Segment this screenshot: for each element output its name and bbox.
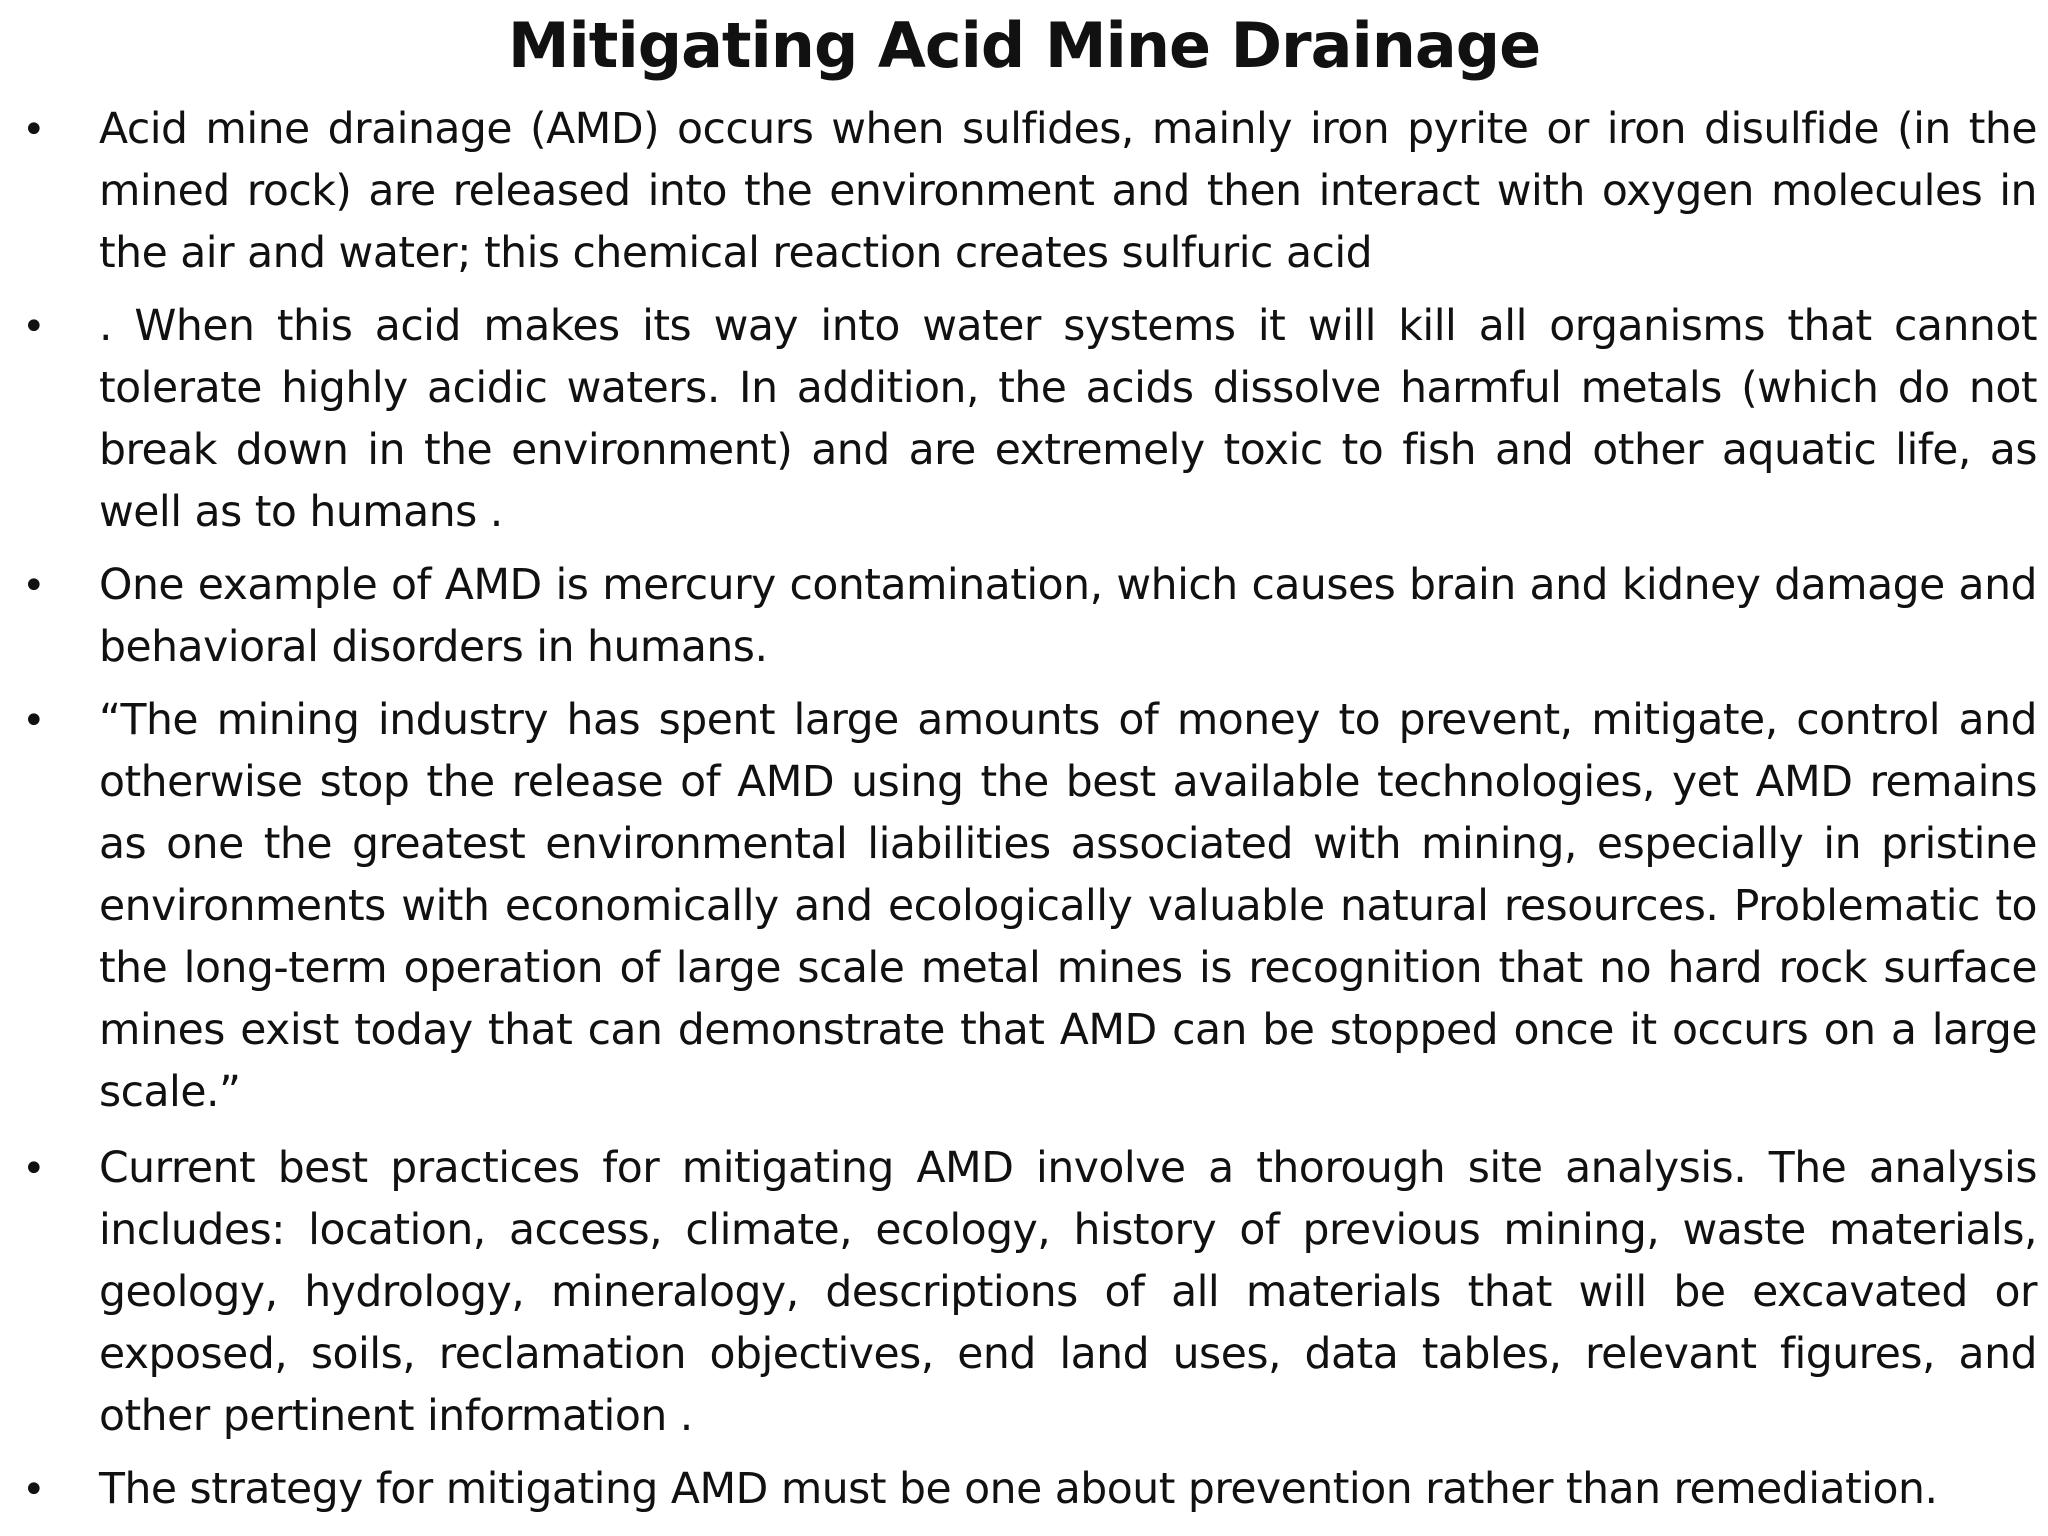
bullet-dot-icon: • [22,1467,46,1513]
bullet-text: Current best practices for mitigating AMD involve a thorough site analysis. The analysis includes: location, access, climate, ecology, history of previous mining, waste materials, geology, hydrology, mineralogy, descriptions of all materials that will be excavated or exposed, soils, reclamation objectives, end land uses, data tables, relevant figures, and other pertinent information . [99,1144,2037,1441]
bullet-text: Acid mine drainage (AMD) occurs when sulfides, mainly iron pyrite or iron disulfide (in the mined rock) are released into the environment and then interact with oxygen molecules in the air and water; this chemical reaction creates sulfuric acid [99,105,2037,278]
bullet-dot-icon: • [22,563,46,609]
bullet-text: . When this acid makes its way into water systems it will kill all organisms that cannot tolerate highly acidic waters. In addition, the acids dissolve harmful metals (which do not break down in the environment) and are extremely toxic to fish and other aquatic life, as well as to humans . [99,302,2037,537]
bullet-text: One example of AMD is mercury contamination, which causes brain and kidney damage and behavioral disorders in humans. [99,561,2037,672]
bullet-dot-icon: • [22,107,46,153]
bullet-dot-icon: • [22,698,46,744]
bullet-text: “The mining industry has spent large amounts of money to prevent, mitigate, control and otherwise stop the release of AMD using the best available technologies, yet AMD remains as one the greatest environmental liabilities associated with mining, especially in pristine environments with economically and ecologically valuable natural resources. Problematic to the long-term operation of large scale metal mines is recognition that no hard rock surface mines exist today that can demonstrate that AMD can be stopped once it occurs on a large scale.” [99,696,2037,1117]
bullet-dot-icon: • [22,304,46,350]
bullet-text: The strategy for mitigating AMD must be one about prevention rather than remediation. [99,1465,1938,1514]
bullet-dot-icon: • [22,1146,46,1192]
slide-title: Mitigating Acid Mine Drainage [507,9,1541,82]
